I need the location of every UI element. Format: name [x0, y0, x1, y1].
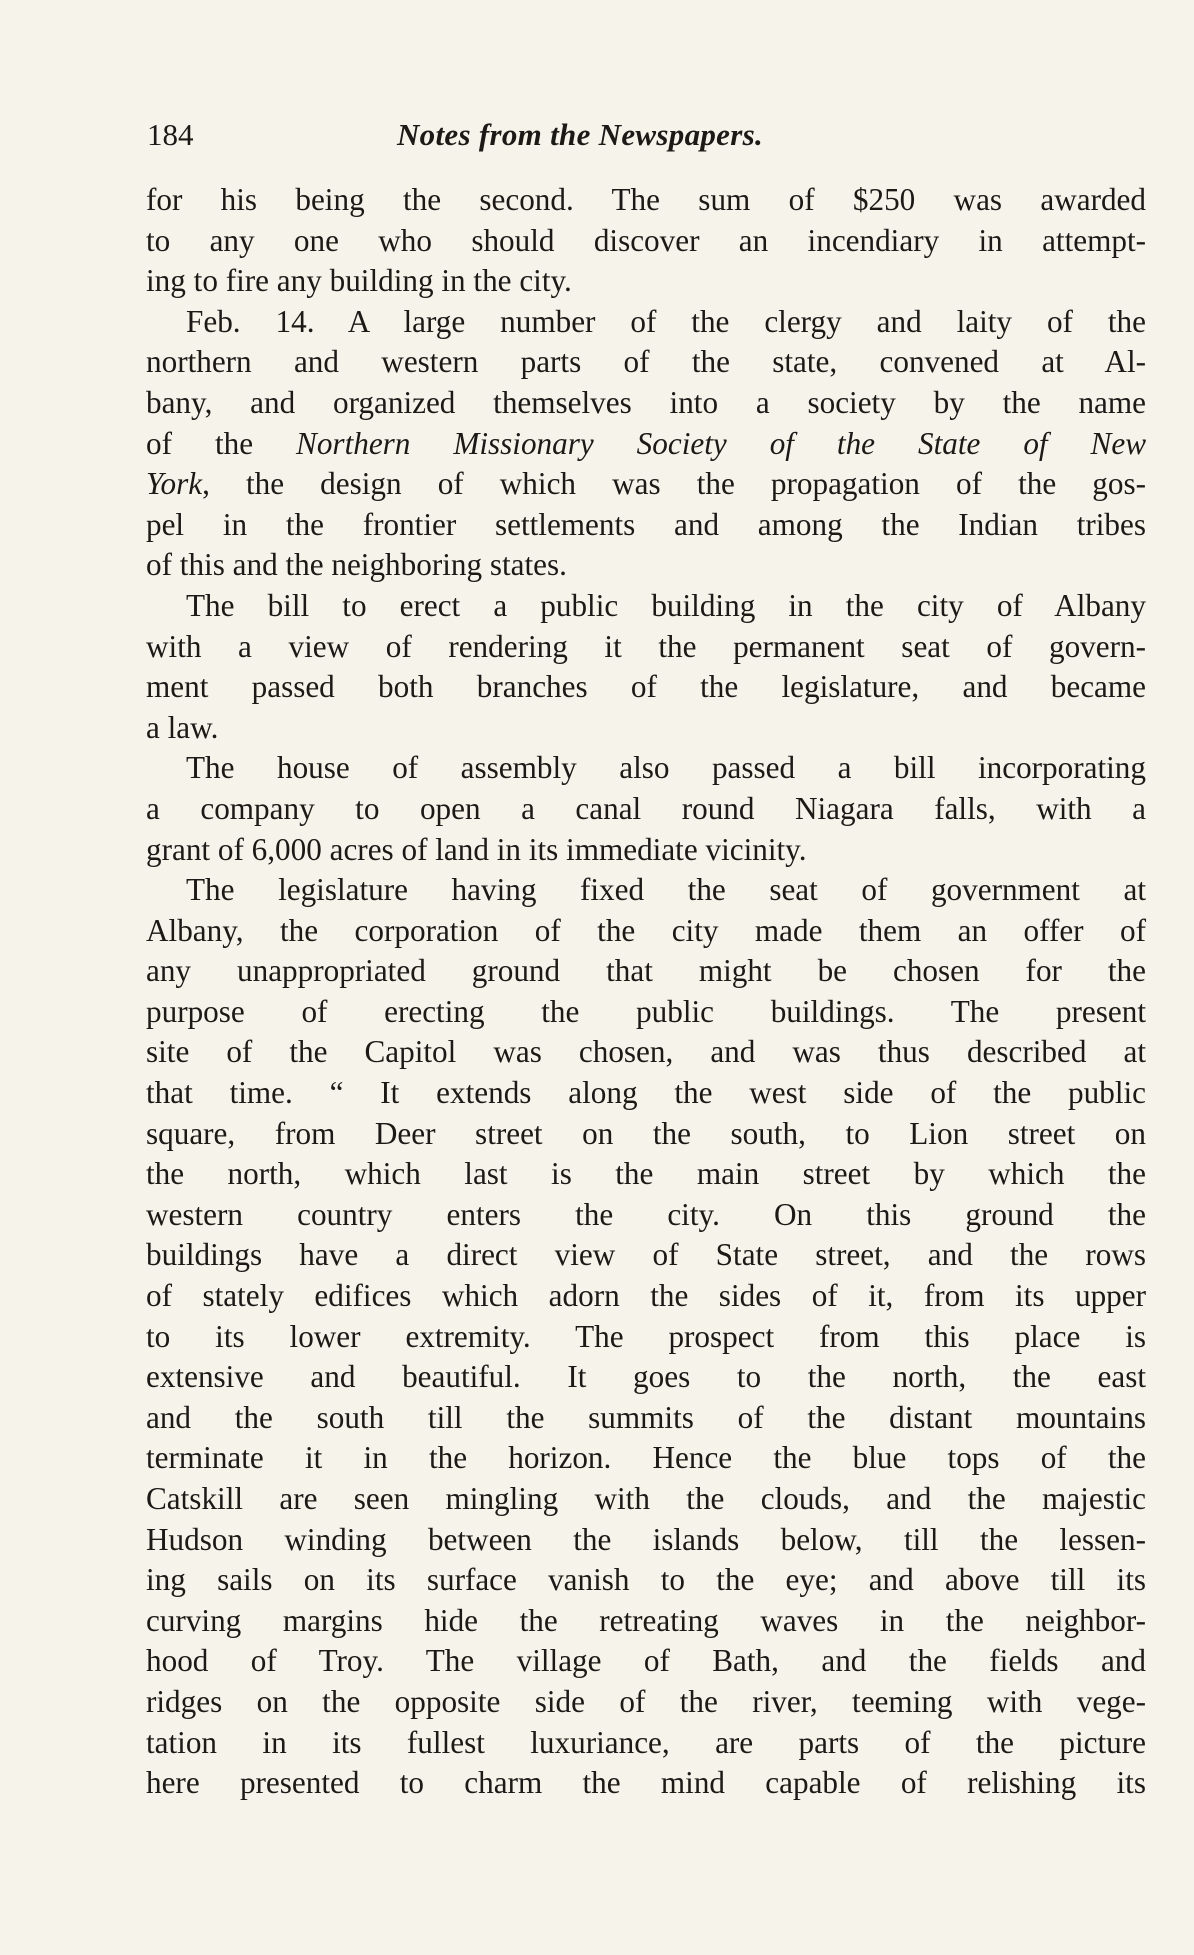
- text-line: a company to open a canal round Niagara falls, with a: [146, 790, 1146, 826]
- text-line: [146, 424, 1146, 465]
- text-line: Catskill are seen mingling with the clouds, and the majestic: [146, 1481, 1146, 1516]
- text-line: and the south till the summits of the distant mountains: [146, 1399, 1146, 1435]
- text-line: square, from Deer street on the south, to Lion street on: [146, 1115, 1146, 1151]
- text-line: ing sails on its surface vanish to the eye; and above till its: [146, 1562, 1146, 1598]
- text-line: the north, which last is the main street by which the: [146, 1156, 1146, 1192]
- text-line: with a view of rendering it the permanent seat of govern-: [146, 628, 1146, 664]
- body-text: [146, 180, 1146, 1804]
- text-line: tation in its fullest luxuriance, are parts of the picture: [146, 1724, 1146, 1760]
- running-head: [147, 117, 1147, 167]
- text-line: grant of 6,000 acres of land in its immediate vicinity.: [146, 831, 807, 867]
- text-line: for his being the second. The sum of $250 was awarded: [146, 182, 1146, 217]
- text-line: pel in the frontier settlements and among the Indian tribes: [146, 506, 1146, 542]
- text-line: extensive and beautiful. It goes to the north, the east: [146, 1359, 1146, 1395]
- text-line: [146, 464, 1146, 505]
- text-line: Hudson winding between the islands below, till the lessen-: [146, 1521, 1146, 1557]
- text-line: western country enters the city. On this ground the: [146, 1196, 1146, 1232]
- text-line: that time. “ It extends along the west side of the public: [146, 1075, 1146, 1111]
- text-line: curving margins hide the retreating waves in the neighbor-: [146, 1602, 1146, 1638]
- text-line: to any one who should discover an incendiary in attempt-: [146, 222, 1146, 258]
- text-line: site of the Capitol was chosen, and was thus described at: [146, 1034, 1146, 1070]
- text-line: northern and western parts of the state, convened at Al-: [146, 344, 1146, 380]
- text-line: here presented to charm the mind capable of relishing its: [146, 1765, 1146, 1801]
- running-title: Notes from the Newspapers.: [397, 117, 764, 152]
- text-line: to its lower extremity. The prospect from this place is: [146, 1318, 1146, 1354]
- paragraph-start-line: Feb. 14. A large number of the clergy and laity of the: [186, 303, 1146, 339]
- paragraph-start-line: The bill to erect a public building in the city of Albany: [186, 587, 1146, 623]
- york-italic: York: [146, 466, 203, 502]
- text-line: buildings have a direct view of State street, and the rows: [146, 1237, 1146, 1273]
- text-line: a law.: [146, 709, 219, 745]
- page-number: 184: [147, 117, 194, 152]
- text-line: terminate it in the horizon. Hence the blue tops of the: [146, 1440, 1146, 1476]
- paragraph-start-line: The legislature having fixed the seat of government at: [186, 872, 1146, 908]
- text-run: of the: [146, 425, 297, 461]
- text-line: of this and the neighboring states.: [146, 547, 567, 583]
- text-line: of stately edifices which adorn the sides of it, from its upper: [146, 1278, 1146, 1314]
- text-run: , the design of which was the propagation of the gos-: [202, 466, 1146, 502]
- text-line: ridges on the opposite side of the river, teeming with vege-: [146, 1683, 1146, 1719]
- text-line: Albany, the corporation of the city made them an offer of: [146, 912, 1146, 948]
- text-line: ment passed both branches of the legislature, and became: [146, 669, 1146, 705]
- text-line: ing to fire any building in the city.: [146, 263, 572, 299]
- text-line: bany, and organized themselves into a society by the name: [146, 384, 1146, 420]
- text-line: hood of Troy. The village of Bath, and the fields and: [146, 1643, 1146, 1679]
- text-line: any unappropriated ground that might be chosen for the: [146, 953, 1146, 989]
- society-name-italic: Northern Missionary Society of the State of New: [296, 425, 1146, 461]
- paragraph-start-line: The house of assembly also passed a bill incorporating: [186, 750, 1146, 786]
- text-line: purpose of erecting the public buildings. The present: [146, 993, 1146, 1029]
